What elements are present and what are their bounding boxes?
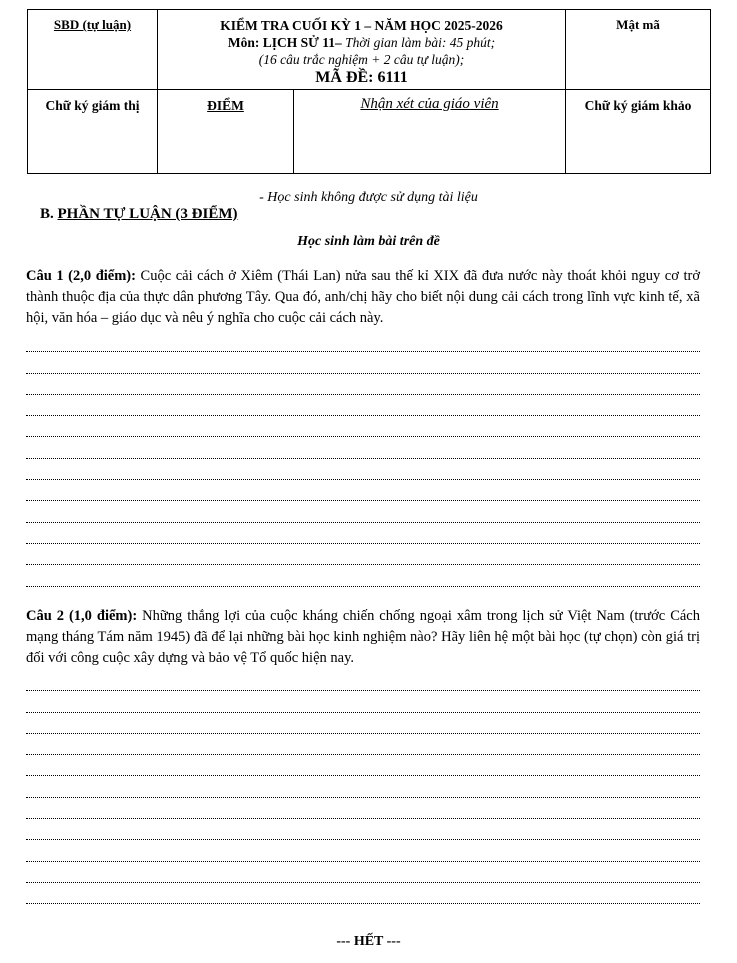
answer-line[interactable] (26, 459, 700, 480)
answer-line[interactable] (26, 352, 700, 373)
secret-code-cell[interactable] (566, 10, 711, 90)
teacher-comment-cell[interactable] (294, 90, 566, 174)
question-2-text: Những thắng lợi của cuộc kháng chiến chống ngoại xâm trong lịch sử Việt Nam (trước Cách mạng tháng Tám năm 1945) đã để lại những bài học kinh nghiệm nào? Hãy liên hệ một bài học (tự chọn) còn giá trị đối với công cuộc xây dựng và bảo vệ Tổ quốc hiện nay. (26, 608, 700, 666)
answer-line[interactable] (26, 331, 700, 352)
examiner-signature-cell[interactable] (566, 90, 711, 174)
answer-line[interactable] (26, 374, 700, 395)
answer-line[interactable] (26, 565, 700, 586)
end-mark: --- HẾT --- (336, 934, 401, 949)
score-cell[interactable] (158, 90, 294, 174)
exam-code: MÃ ĐỀ: 6111 (315, 69, 408, 86)
teacher-comment-label: Nhận xét của giáo viên (360, 96, 499, 112)
section-prefix: B. (40, 206, 58, 222)
sbd-cell[interactable] (28, 10, 158, 90)
instruction: Học sinh làm bài trên đề (297, 234, 440, 249)
section-title: PHẦN TỰ LUẬN (3 ĐIỂM) (57, 206, 238, 222)
answer-line[interactable] (26, 862, 700, 883)
answer-line[interactable] (26, 776, 700, 797)
answer-line[interactable] (26, 523, 700, 544)
score-label: ĐIỂM (207, 98, 244, 113)
answer-line[interactable] (26, 691, 700, 712)
no-materials-note: - Học sinh không được sử dụng tài liệu (259, 190, 478, 205)
answer-line[interactable] (26, 544, 700, 565)
subject-label: Môn: LỊCH SỬ 11– (227, 35, 346, 50)
proctor-signature-cell[interactable] (28, 90, 158, 174)
section-heading (40, 206, 238, 223)
answer-line[interactable] (26, 395, 700, 416)
answer-line[interactable] (26, 480, 700, 501)
question-2 (26, 606, 700, 669)
answer-line[interactable] (26, 670, 700, 691)
examiner-signature-label: Chữ ký giám khảo (584, 98, 692, 113)
answer-line[interactable] (26, 437, 700, 458)
secret-code-label: Mật mã (616, 17, 660, 32)
answer-area-1[interactable] (26, 331, 700, 587)
sbd-label: SBD (tự luận) (53, 17, 132, 32)
subject-line (158, 34, 565, 51)
exam-header-table (27, 9, 711, 174)
answer-line[interactable] (26, 713, 700, 734)
time-note: Thời gian làm bài: 45 phút; (345, 35, 496, 50)
question-1-text: Cuộc cải cách ở Xiêm (Thái Lan) nửa sau thế kỉ XIX đã đưa nước này thoát khỏi nguy cơ trở thành thuộc địa của thực dân phương Tây. Qua đó, anh/chị hãy cho biết nội dung cải cách trong lĩnh vực kinh tế, xã hội, văn hóa – giáo dục và nêu ý nghĩa cho cuộc cải cách này. (26, 268, 700, 326)
answer-line[interactable] (26, 416, 700, 437)
question-1-label: Câu 1 (2,0 điểm): (26, 268, 136, 284)
answer-line[interactable] (26, 501, 700, 522)
answer-line[interactable] (26, 883, 700, 904)
answer-line[interactable] (26, 840, 700, 861)
question-2-label: Câu 2 (1,0 điểm): (26, 608, 138, 624)
answer-line[interactable] (26, 755, 700, 776)
question-1 (26, 266, 700, 329)
exam-title: KIỂM TRA CUỐI KỲ 1 – NĂM HỌC 2025-2026 (220, 18, 503, 33)
question-count: (16 câu trắc nghiệm + 2 câu tự luận); (258, 52, 465, 67)
answer-area-2[interactable] (26, 670, 700, 904)
exam-info-cell (158, 10, 566, 90)
proctor-signature-label: Chữ ký giám thị (45, 98, 140, 113)
answer-line[interactable] (26, 734, 700, 755)
answer-line[interactable] (26, 798, 700, 819)
answer-line[interactable] (26, 819, 700, 840)
